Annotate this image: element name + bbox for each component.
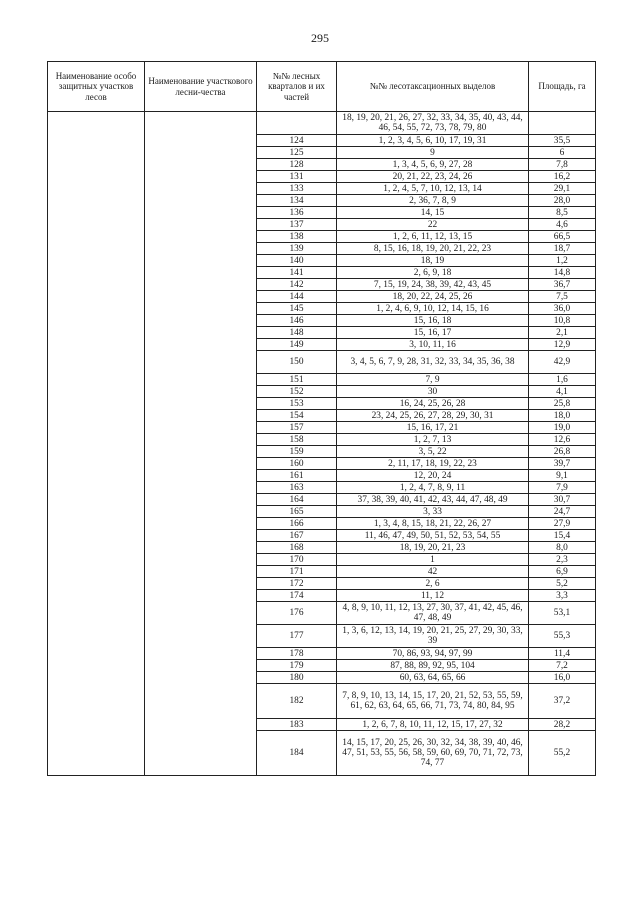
table-row	[48, 542, 596, 554]
cell-area: 6	[529, 147, 596, 159]
cell-allotments: 18, 19, 20, 21, 23	[337, 542, 529, 554]
cell-protected-area	[48, 494, 145, 506]
cell-protected-area	[48, 255, 145, 267]
cell-allotments: 1, 2, 4, 5, 7, 10, 12, 13, 14	[337, 183, 529, 195]
table-row	[48, 422, 596, 434]
table-row	[48, 315, 596, 327]
cell-area	[529, 112, 596, 135]
cell-protected-area	[48, 410, 145, 422]
cell-quarter: 152	[257, 386, 337, 398]
table-row	[48, 566, 596, 578]
cell-protected-area	[48, 434, 145, 446]
table-row	[48, 279, 596, 291]
cell-area: 15,4	[529, 530, 596, 542]
table-row	[48, 506, 596, 518]
cell-quarter: 139	[257, 243, 337, 255]
cell-quarter: 142	[257, 279, 337, 291]
cell-protected-area	[48, 327, 145, 339]
cell-district	[145, 494, 257, 506]
cell-quarter: 154	[257, 410, 337, 422]
cell-allotments: 87, 88, 89, 92, 95, 104	[337, 660, 529, 672]
cell-allotments: 70, 86, 93, 94, 97, 99	[337, 648, 529, 660]
cell-district	[145, 410, 257, 422]
table-row	[48, 135, 596, 147]
cell-district	[145, 207, 257, 219]
cell-protected-area	[48, 303, 145, 315]
page-number: 295	[311, 31, 329, 45]
cell-allotments: 7, 8, 9, 10, 13, 14, 15, 17, 20, 21, 52, 53, 55, 59, 61, 62, 63, 64, 65, 66, 71, 73, 74, 80, 84, 95	[337, 684, 529, 719]
cell-district	[145, 267, 257, 279]
cell-area: 42,9	[529, 351, 596, 374]
cell-allotments: 15, 16, 18	[337, 315, 529, 327]
cell-protected-area	[48, 386, 145, 398]
cell-protected-area	[48, 602, 145, 625]
cell-quarter: 131	[257, 171, 337, 183]
cell-quarter: 171	[257, 566, 337, 578]
cell-allotments: 20, 21, 22, 23, 24, 26	[337, 171, 529, 183]
cell-protected-area	[48, 518, 145, 530]
header-quarters: №№ лесных кварталов и их частей	[257, 62, 337, 112]
cell-quarter: 144	[257, 291, 337, 303]
cell-allotments: 1, 3, 6, 12, 13, 14, 19, 20, 21, 25, 27, 29, 30, 33, 39	[337, 625, 529, 648]
cell-district	[145, 231, 257, 243]
cell-area: 8,5	[529, 207, 596, 219]
table-row	[48, 183, 596, 195]
cell-quarter: 170	[257, 554, 337, 566]
cell-protected-area	[48, 291, 145, 303]
header-area: Площадь, га	[529, 62, 596, 112]
cell-district	[145, 243, 257, 255]
cell-quarter: 134	[257, 195, 337, 207]
cell-allotments: 1, 3, 4, 5, 6, 9, 27, 28	[337, 159, 529, 171]
cell-area: 16,2	[529, 171, 596, 183]
cell-allotments: 7, 15, 19, 24, 38, 39, 42, 43, 45	[337, 279, 529, 291]
cell-district	[145, 578, 257, 590]
cell-quarter: 137	[257, 219, 337, 231]
table-row	[48, 231, 596, 243]
cell-quarter: 176	[257, 602, 337, 625]
cell-protected-area	[48, 684, 145, 719]
table-row	[48, 386, 596, 398]
cell-allotments: 2, 11, 17, 18, 19, 22, 23	[337, 458, 529, 470]
cell-area: 6,9	[529, 566, 596, 578]
cell-area: 7,8	[529, 159, 596, 171]
cell-district	[145, 648, 257, 660]
cell-area: 27,9	[529, 518, 596, 530]
cell-quarter: 166	[257, 518, 337, 530]
cell-quarter: 150	[257, 351, 337, 374]
cell-district	[145, 303, 257, 315]
cell-quarter: 167	[257, 530, 337, 542]
cell-protected-area	[48, 195, 145, 207]
cell-allotments: 22	[337, 219, 529, 231]
cell-allotments: 18, 20, 22, 24, 25, 26	[337, 291, 529, 303]
cell-area: 2,3	[529, 554, 596, 566]
cell-area: 36,0	[529, 303, 596, 315]
cell-allotments: 3, 10, 11, 16	[337, 339, 529, 351]
cell-area: 55,2	[529, 731, 596, 776]
cell-district	[145, 195, 257, 207]
cell-protected-area	[48, 530, 145, 542]
cell-allotments: 9	[337, 147, 529, 159]
cell-district	[145, 351, 257, 374]
cell-allotments: 14, 15, 17, 20, 25, 26, 30, 32, 34, 38, 39, 40, 46, 47, 51, 53, 55, 56, 58, 59, 60, 69, 70, 71, 72, 73, 74, 77	[337, 731, 529, 776]
table-row	[48, 660, 596, 672]
cell-area: 1,2	[529, 255, 596, 267]
cell-protected-area	[48, 470, 145, 482]
cell-quarter: 151	[257, 374, 337, 386]
table-row	[48, 446, 596, 458]
cell-protected-area	[48, 719, 145, 731]
cell-district	[145, 434, 257, 446]
cell-district	[145, 398, 257, 410]
cell-protected-area	[48, 506, 145, 518]
cell-protected-area	[48, 183, 145, 195]
cell-allotments: 1, 2, 3, 4, 5, 6, 10, 17, 19, 31	[337, 135, 529, 147]
cell-district	[145, 566, 257, 578]
cell-district	[145, 731, 257, 776]
cell-protected-area	[48, 339, 145, 351]
cell-protected-area	[48, 398, 145, 410]
cell-protected-area	[48, 231, 145, 243]
cell-allotments: 3, 5, 22	[337, 446, 529, 458]
table-body	[48, 112, 596, 776]
table-row	[48, 719, 596, 731]
cell-protected-area	[48, 554, 145, 566]
cell-district	[145, 255, 257, 267]
cell-area: 26,8	[529, 446, 596, 458]
cell-quarter: 133	[257, 183, 337, 195]
cell-quarter: 183	[257, 719, 337, 731]
table-row	[48, 159, 596, 171]
cell-protected-area	[48, 731, 145, 776]
cell-district	[145, 482, 257, 494]
cell-protected-area	[48, 578, 145, 590]
cell-quarter: 179	[257, 660, 337, 672]
cell-area: 18,0	[529, 410, 596, 422]
cell-allotments: 1, 2, 6, 11, 12, 13, 15	[337, 231, 529, 243]
cell-quarter: 177	[257, 625, 337, 648]
table-row	[48, 255, 596, 267]
cell-protected-area	[48, 112, 145, 135]
header-protected-areas: Наименование особо защитных участков лесов	[48, 62, 145, 112]
cell-quarter: 153	[257, 398, 337, 410]
cell-area: 35,5	[529, 135, 596, 147]
table-row	[48, 339, 596, 351]
table-row	[48, 171, 596, 183]
cell-allotments: 16, 24, 25, 26, 28	[337, 398, 529, 410]
cell-district	[145, 159, 257, 171]
cell-quarter: 159	[257, 446, 337, 458]
cell-protected-area	[48, 147, 145, 159]
cell-district	[145, 672, 257, 684]
cell-district	[145, 470, 257, 482]
cell-allotments: 60, 63, 64, 65, 66	[337, 672, 529, 684]
table-row	[48, 434, 596, 446]
cell-allotments: 12, 20, 24	[337, 470, 529, 482]
cell-area: 7,9	[529, 482, 596, 494]
table-row	[48, 684, 596, 719]
cell-allotments: 14, 15	[337, 207, 529, 219]
cell-quarter: 164	[257, 494, 337, 506]
table-row	[48, 602, 596, 625]
cell-allotments: 11, 12	[337, 590, 529, 602]
cell-area: 8,0	[529, 542, 596, 554]
cell-district	[145, 219, 257, 231]
cell-district	[145, 147, 257, 159]
cell-district	[145, 602, 257, 625]
cell-area: 25,8	[529, 398, 596, 410]
cell-district	[145, 315, 257, 327]
cell-protected-area	[48, 315, 145, 327]
cell-district	[145, 339, 257, 351]
cell-protected-area	[48, 243, 145, 255]
table-row	[48, 625, 596, 648]
cell-quarter: 157	[257, 422, 337, 434]
table-row	[48, 398, 596, 410]
cell-allotments: 3, 4, 5, 6, 7, 9, 28, 31, 32, 33, 34, 35, 36, 38	[337, 351, 529, 374]
cell-quarter: 140	[257, 255, 337, 267]
cell-protected-area	[48, 482, 145, 494]
cell-protected-area	[48, 207, 145, 219]
cell-allotments: 23, 24, 25, 26, 27, 28, 29, 30, 31	[337, 410, 529, 422]
cell-area: 12,6	[529, 434, 596, 446]
cell-allotments: 15, 16, 17, 21	[337, 422, 529, 434]
cell-district	[145, 446, 257, 458]
cell-district	[145, 506, 257, 518]
cell-district	[145, 279, 257, 291]
cell-protected-area	[48, 351, 145, 374]
cell-area: 7,2	[529, 660, 596, 672]
cell-area: 55,3	[529, 625, 596, 648]
table-row-continuation	[48, 112, 596, 135]
cell-district	[145, 135, 257, 147]
cell-quarter: 125	[257, 147, 337, 159]
table-row	[48, 410, 596, 422]
cell-quarter: 182	[257, 684, 337, 719]
cell-quarter: 178	[257, 648, 337, 660]
cell-protected-area	[48, 374, 145, 386]
cell-protected-area	[48, 171, 145, 183]
cell-area: 7,5	[529, 291, 596, 303]
cell-area: 14,8	[529, 267, 596, 279]
cell-quarter: 160	[257, 458, 337, 470]
cell-district	[145, 684, 257, 719]
cell-quarter: 184	[257, 731, 337, 776]
cell-protected-area	[48, 219, 145, 231]
cell-quarter: 161	[257, 470, 337, 482]
cell-area: 18,7	[529, 243, 596, 255]
cell-protected-area	[48, 267, 145, 279]
cell-protected-area	[48, 446, 145, 458]
cell-district	[145, 183, 257, 195]
table-row	[48, 267, 596, 279]
cell-area: 4,1	[529, 386, 596, 398]
table-row	[48, 470, 596, 482]
cell-area: 19,0	[529, 422, 596, 434]
cell-area: 11,4	[529, 648, 596, 660]
cell-quarter: 168	[257, 542, 337, 554]
table-row	[48, 530, 596, 542]
cell-allotments: 15, 16, 17	[337, 327, 529, 339]
table-row	[48, 219, 596, 231]
cell-district	[145, 660, 257, 672]
cell-quarter: 148	[257, 327, 337, 339]
cell-area: 12,9	[529, 339, 596, 351]
cell-area: 37,2	[529, 684, 596, 719]
cell-quarter: 128	[257, 159, 337, 171]
cell-protected-area	[48, 625, 145, 648]
cell-district	[145, 590, 257, 602]
cell-quarter: 158	[257, 434, 337, 446]
cell-area: 39,7	[529, 458, 596, 470]
cell-allotments: 2, 36, 7, 8, 9	[337, 195, 529, 207]
cell-quarter: 138	[257, 231, 337, 243]
table-row	[48, 195, 596, 207]
cell-district	[145, 171, 257, 183]
cell-allotments: 1, 2, 4, 6, 9, 10, 12, 14, 15, 16	[337, 303, 529, 315]
cell-quarter: 180	[257, 672, 337, 684]
cell-area: 2,1	[529, 327, 596, 339]
cell-protected-area	[48, 672, 145, 684]
cell-area: 28,0	[529, 195, 596, 207]
cell-area: 24,7	[529, 506, 596, 518]
cell-quarter: 141	[257, 267, 337, 279]
table-row	[48, 731, 596, 776]
cell-area: 66,5	[529, 231, 596, 243]
table-row	[48, 578, 596, 590]
cell-district	[145, 112, 257, 135]
table-row	[48, 147, 596, 159]
cell-protected-area	[48, 648, 145, 660]
cell-protected-area	[48, 590, 145, 602]
cell-quarter: 149	[257, 339, 337, 351]
header-allotments: №№ лесотаксационных выделов	[337, 62, 529, 112]
cell-area: 28,2	[529, 719, 596, 731]
cell-allotments: 8, 15, 16, 18, 19, 20, 21, 22, 23	[337, 243, 529, 255]
table-row	[48, 494, 596, 506]
cell-district	[145, 518, 257, 530]
table-row	[48, 672, 596, 684]
cell-protected-area	[48, 279, 145, 291]
cell-district	[145, 374, 257, 386]
header-district-forestry: Наименование участкового лесни-чества	[145, 62, 257, 112]
cell-allotments: 18, 19	[337, 255, 529, 267]
cell-area: 5,2	[529, 578, 596, 590]
cell-area: 9,1	[529, 470, 596, 482]
cell-quarter: 163	[257, 482, 337, 494]
cell-allotments: 7, 9	[337, 374, 529, 386]
cell-district	[145, 291, 257, 303]
table-row	[48, 291, 596, 303]
cell-protected-area	[48, 542, 145, 554]
cell-allotments: 42	[337, 566, 529, 578]
cell-quarter: 165	[257, 506, 337, 518]
cell-quarter: 146	[257, 315, 337, 327]
cell-allotments: 18, 19, 20, 21, 26, 27, 32, 33, 34, 35, 40, 43, 44, 46, 54, 55, 72, 73, 78, 79, 80	[337, 112, 529, 135]
cell-protected-area	[48, 458, 145, 470]
cell-allotments: 1	[337, 554, 529, 566]
protected-forest-table	[47, 61, 596, 776]
cell-allotments: 1, 2, 7, 13	[337, 434, 529, 446]
cell-protected-area	[48, 159, 145, 171]
table-row	[48, 351, 596, 374]
table-header-row	[48, 62, 596, 112]
cell-quarter	[257, 112, 337, 135]
cell-allotments: 30	[337, 386, 529, 398]
table-row	[48, 648, 596, 660]
cell-quarter: 174	[257, 590, 337, 602]
cell-quarter: 124	[257, 135, 337, 147]
cell-quarter: 145	[257, 303, 337, 315]
table-row	[48, 554, 596, 566]
cell-allotments: 11, 46, 47, 49, 50, 51, 52, 53, 54, 55	[337, 530, 529, 542]
cell-area: 3,3	[529, 590, 596, 602]
cell-quarter: 172	[257, 578, 337, 590]
cell-allotments: 1, 2, 4, 7, 8, 9, 11	[337, 482, 529, 494]
cell-allotments: 37, 38, 39, 40, 41, 42, 43, 44, 47, 48, 49	[337, 494, 529, 506]
table-row	[48, 458, 596, 470]
table-row	[48, 207, 596, 219]
table-row	[48, 303, 596, 315]
cell-district	[145, 554, 257, 566]
cell-district	[145, 625, 257, 648]
cell-protected-area	[48, 135, 145, 147]
cell-area: 1,6	[529, 374, 596, 386]
cell-allotments: 2, 6	[337, 578, 529, 590]
cell-allotments: 1, 2, 6, 7, 8, 10, 11, 12, 15, 17, 27, 32	[337, 719, 529, 731]
cell-allotments: 3, 33	[337, 506, 529, 518]
table-row	[48, 590, 596, 602]
cell-area: 53,1	[529, 602, 596, 625]
cell-district	[145, 327, 257, 339]
cell-district	[145, 542, 257, 554]
table-row	[48, 327, 596, 339]
cell-area: 10,8	[529, 315, 596, 327]
table-row	[48, 374, 596, 386]
cell-allotments: 1, 3, 4, 8, 15, 18, 21, 22, 26, 27	[337, 518, 529, 530]
table-row	[48, 243, 596, 255]
cell-area: 16,0	[529, 672, 596, 684]
cell-protected-area	[48, 566, 145, 578]
cell-district	[145, 719, 257, 731]
cell-district	[145, 422, 257, 434]
cell-protected-area	[48, 422, 145, 434]
table-row	[48, 518, 596, 530]
cell-allotments: 2, 6, 9, 18	[337, 267, 529, 279]
cell-area: 29,1	[529, 183, 596, 195]
cell-district	[145, 530, 257, 542]
cell-area: 36,7	[529, 279, 596, 291]
table-row	[48, 482, 596, 494]
cell-protected-area	[48, 660, 145, 672]
cell-quarter: 136	[257, 207, 337, 219]
cell-allotments: 4, 8, 9, 10, 11, 12, 13, 27, 30, 37, 41, 42, 45, 46, 47, 48, 49	[337, 602, 529, 625]
cell-area: 30,7	[529, 494, 596, 506]
cell-district	[145, 458, 257, 470]
cell-district	[145, 386, 257, 398]
cell-area: 4,6	[529, 219, 596, 231]
